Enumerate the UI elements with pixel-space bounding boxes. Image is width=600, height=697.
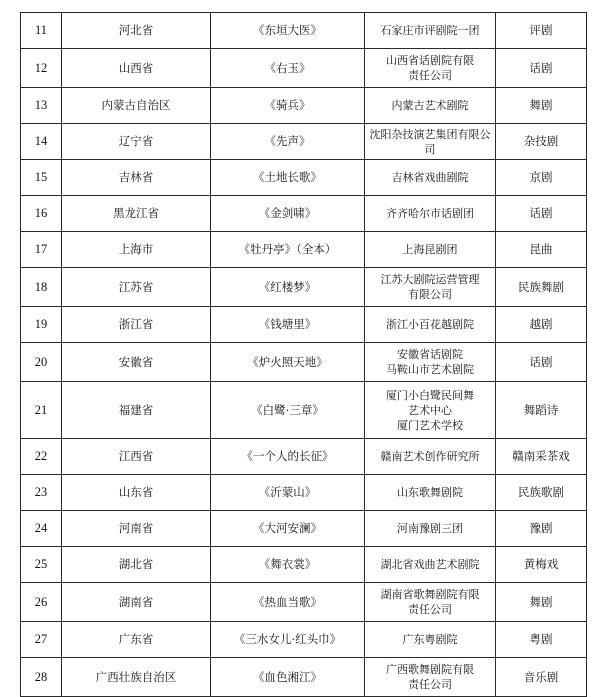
cell-genre: 杂技剧 — [496, 124, 587, 160]
cell-unit: 厦门小白鹭民间舞 艺术中心 厦门艺术学校 — [365, 382, 496, 439]
cell-genre: 舞蹈诗 — [496, 382, 587, 439]
cell-number: 28 — [21, 658, 62, 697]
cell-title: 《骑兵》 — [211, 88, 365, 124]
cell-unit: 石家庄市评剧院一团 — [365, 13, 496, 49]
table-row — [21, 583, 587, 622]
cell-province: 河北省 — [62, 13, 211, 49]
cell-number: 14 — [21, 124, 62, 160]
cell-province: 吉林省 — [62, 160, 211, 196]
cell-genre: 评剧 — [496, 13, 587, 49]
table-row — [21, 268, 587, 307]
cell-genre: 粤剧 — [496, 622, 587, 658]
cell-unit: 广西歌舞剧院有限 责任公司 — [365, 658, 496, 697]
table-row — [21, 160, 587, 196]
cell-province: 山西省 — [62, 49, 211, 88]
cell-province: 湖北省 — [62, 547, 211, 583]
cell-number: 24 — [21, 511, 62, 547]
cell-unit: 吉林省戏曲剧院 — [365, 160, 496, 196]
cell-number: 16 — [21, 196, 62, 232]
cell-title: 《白鹭·三章》 — [211, 382, 365, 439]
cell-unit: 上海昆剧团 — [365, 232, 496, 268]
cell-number: 13 — [21, 88, 62, 124]
cell-province: 河南省 — [62, 511, 211, 547]
cell-province: 福建省 — [62, 382, 211, 439]
cell-genre: 舞剧 — [496, 88, 587, 124]
cell-genre: 话剧 — [496, 196, 587, 232]
cell-number: 12 — [21, 49, 62, 88]
table-row — [21, 124, 587, 160]
cell-title: 《右玉》 — [211, 49, 365, 88]
table-row — [21, 475, 587, 511]
cell-genre: 越剧 — [496, 307, 587, 343]
cell-title: 《红楼梦》 — [211, 268, 365, 307]
table-row — [21, 307, 587, 343]
table-row — [21, 511, 587, 547]
table-row — [21, 382, 587, 439]
cell-title: 《炉火照天地》 — [211, 343, 365, 382]
cell-title: 《金剑啸》 — [211, 196, 365, 232]
cell-title: 《血色湘江》 — [211, 658, 365, 697]
cell-title: 《土地长歌》 — [211, 160, 365, 196]
cell-unit: 安徽省话剧院 马鞍山市艺术剧院 — [365, 343, 496, 382]
cell-unit: 湖南省歌舞剧院有限 责任公司 — [365, 583, 496, 622]
repertoire-table — [20, 12, 587, 697]
table-row — [21, 88, 587, 124]
table-row — [21, 13, 587, 49]
cell-unit: 浙江小百花越剧院 — [365, 307, 496, 343]
cell-province: 山东省 — [62, 475, 211, 511]
cell-number: 27 — [21, 622, 62, 658]
cell-title: 《钱塘里》 — [211, 307, 365, 343]
cell-number: 11 — [21, 13, 62, 49]
cell-province: 广西壮族自治区 — [62, 658, 211, 697]
table-row — [21, 439, 587, 475]
cell-genre: 赣南采茶戏 — [496, 439, 587, 475]
cell-province: 黑龙江省 — [62, 196, 211, 232]
cell-unit: 山西省话剧院有限 责任公司 — [365, 49, 496, 88]
cell-unit: 内蒙古艺术剧院 — [365, 88, 496, 124]
cell-unit: 江苏大剧院运营管理 有限公司 — [365, 268, 496, 307]
cell-genre: 昆曲 — [496, 232, 587, 268]
cell-number: 21 — [21, 382, 62, 439]
cell-province: 浙江省 — [62, 307, 211, 343]
cell-number: 26 — [21, 583, 62, 622]
cell-province: 湖南省 — [62, 583, 211, 622]
cell-number: 23 — [21, 475, 62, 511]
table-row — [21, 196, 587, 232]
cell-number: 15 — [21, 160, 62, 196]
cell-unit: 广东粤剧院 — [365, 622, 496, 658]
cell-unit: 沈阳杂技演艺集团有限公司 — [365, 124, 496, 160]
cell-number: 20 — [21, 343, 62, 382]
cell-genre: 京剧 — [496, 160, 587, 196]
table-row — [21, 49, 587, 88]
cell-number: 25 — [21, 547, 62, 583]
table-body — [21, 13, 587, 697]
cell-title: 《牡丹亭》（全本） — [211, 232, 365, 268]
cell-genre: 豫剧 — [496, 511, 587, 547]
cell-province: 内蒙古自治区 — [62, 88, 211, 124]
cell-genre: 话剧 — [496, 49, 587, 88]
cell-title: 《东垣大医》 — [211, 13, 365, 49]
cell-title: 《大河安澜》 — [211, 511, 365, 547]
cell-province: 江西省 — [62, 439, 211, 475]
table-row — [21, 547, 587, 583]
cell-unit: 湖北省戏曲艺术剧院 — [365, 547, 496, 583]
cell-province: 上海市 — [62, 232, 211, 268]
table-row — [21, 622, 587, 658]
cell-province: 广东省 — [62, 622, 211, 658]
table-row — [21, 658, 587, 697]
cell-genre: 舞剧 — [496, 583, 587, 622]
cell-title: 《一个人的长征》 — [211, 439, 365, 475]
cell-genre: 民族舞剧 — [496, 268, 587, 307]
cell-genre: 民族歌剧 — [496, 475, 587, 511]
cell-number: 18 — [21, 268, 62, 307]
cell-number: 19 — [21, 307, 62, 343]
cell-title: 《热血当歌》 — [211, 583, 365, 622]
cell-genre: 话剧 — [496, 343, 587, 382]
cell-province: 安徽省 — [62, 343, 211, 382]
table-row — [21, 232, 587, 268]
cell-title: 《舞衣裳》 — [211, 547, 365, 583]
table-row — [21, 343, 587, 382]
document-page — [20, 12, 586, 697]
cell-unit: 河南豫剧三团 — [365, 511, 496, 547]
cell-genre: 音乐剧 — [496, 658, 587, 697]
cell-title: 《先声》 — [211, 124, 365, 160]
cell-number: 17 — [21, 232, 62, 268]
cell-number: 22 — [21, 439, 62, 475]
cell-province: 江苏省 — [62, 268, 211, 307]
cell-province: 辽宁省 — [62, 124, 211, 160]
cell-unit: 齐齐哈尔市话剧团 — [365, 196, 496, 232]
cell-genre: 黄梅戏 — [496, 547, 587, 583]
cell-unit: 山东歌舞剧院 — [365, 475, 496, 511]
cell-unit: 赣南艺术创作研究所 — [365, 439, 496, 475]
cell-title: 《沂蒙山》 — [211, 475, 365, 511]
cell-title: 《三水女儿·红头巾》 — [211, 622, 365, 658]
